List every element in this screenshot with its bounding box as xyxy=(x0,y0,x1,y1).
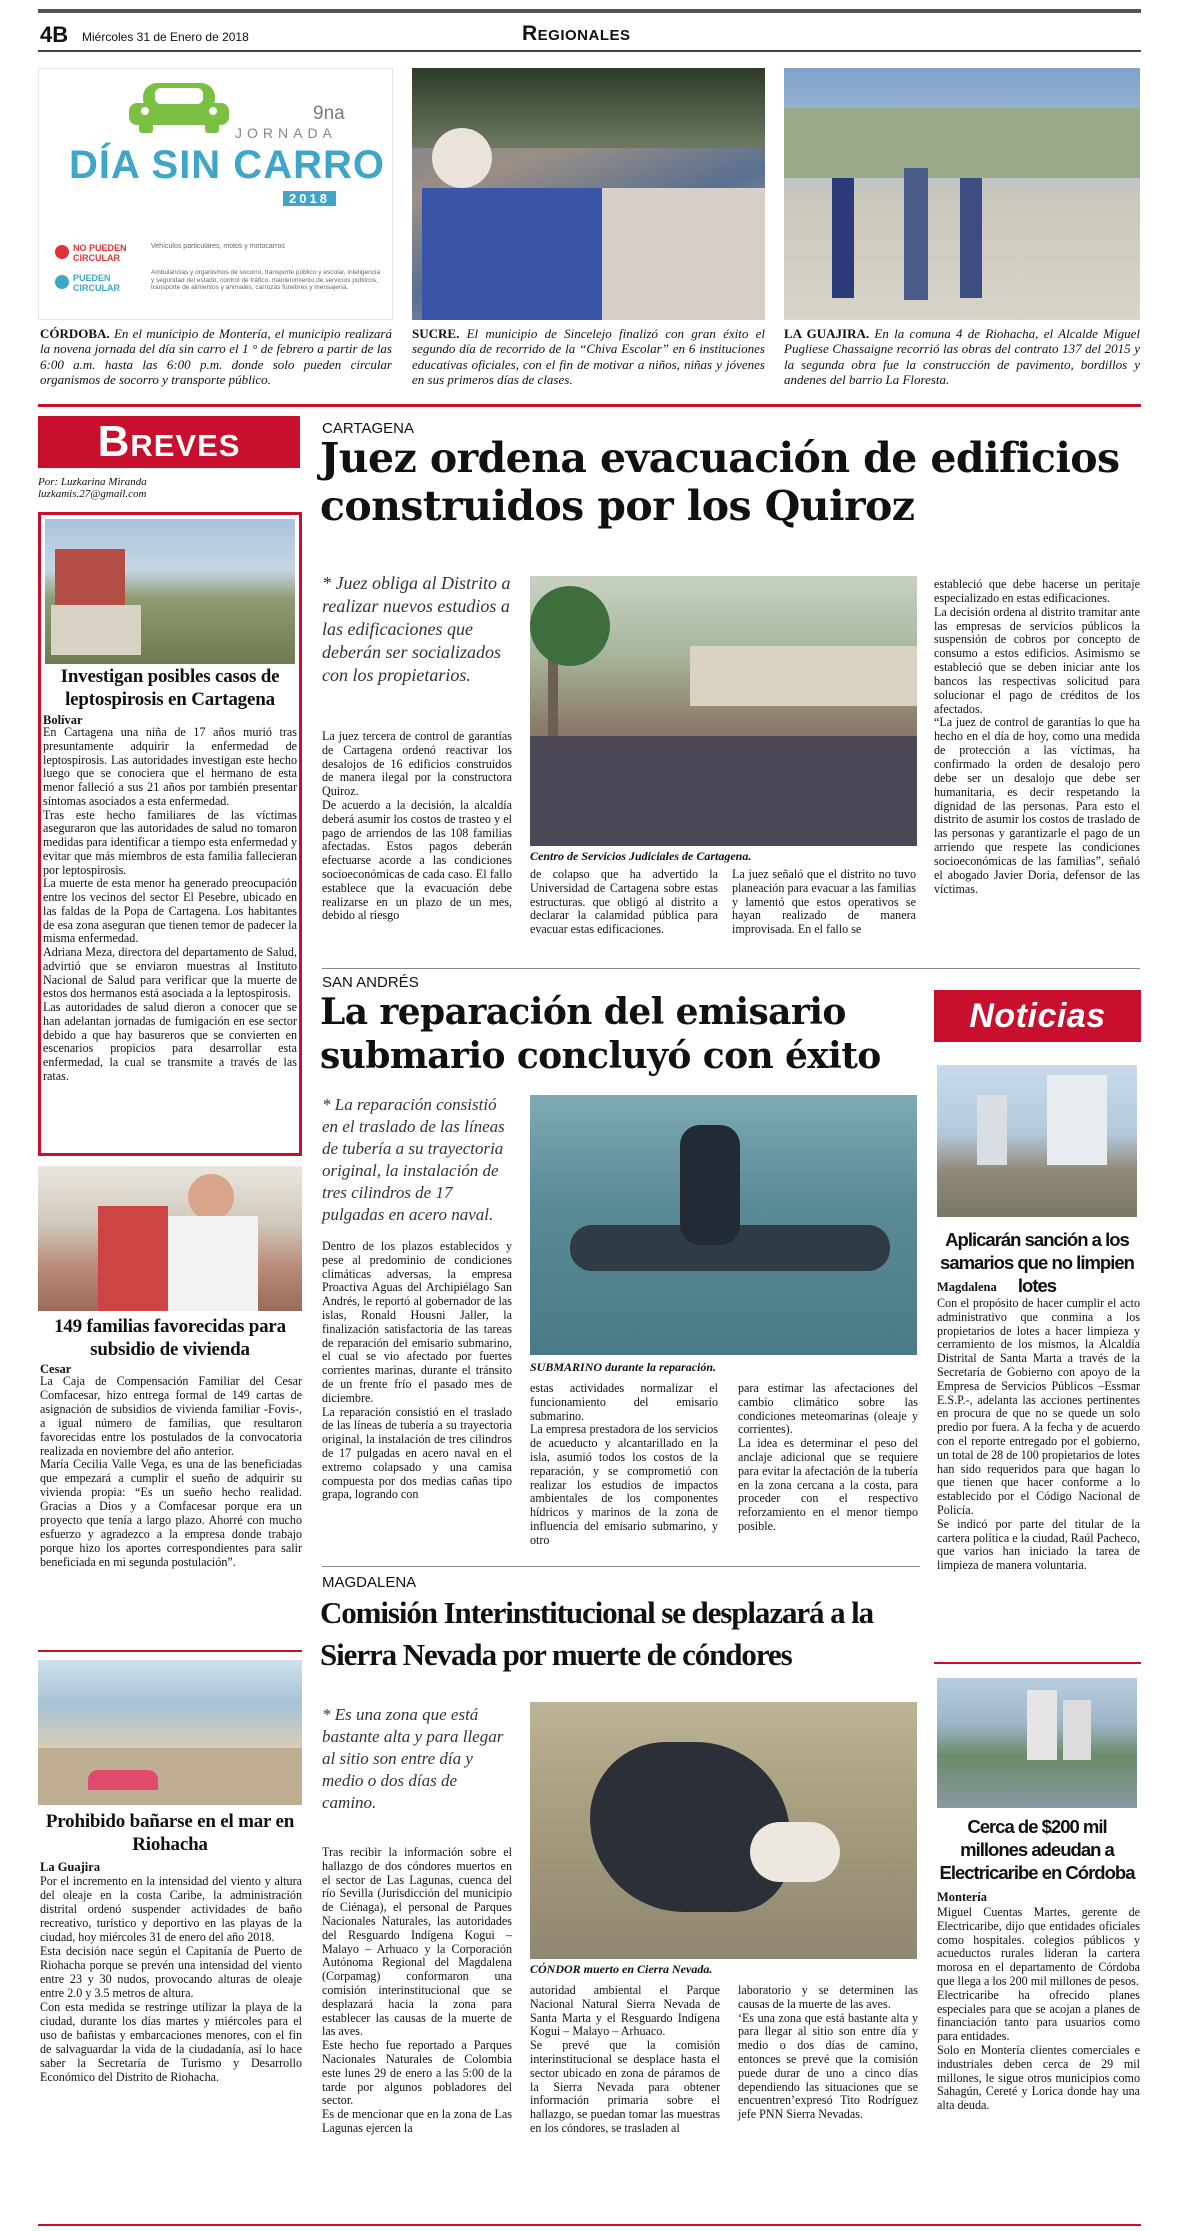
noticia-title-electricaribe: Cerca de $200 mil millones adeudan a Electricaribe en Córdoba xyxy=(939,1816,1135,1883)
leptospirosis-photo xyxy=(45,519,295,664)
caption-submarino: SUBMARINO durante la reparación. xyxy=(530,1360,717,1374)
lead-san-andres: * La reparación consistió en el traslado de las líneas de tubería a su trayectoria original, la instalación de tres cilindros de 17 pulgadas en acero naval. xyxy=(322,1095,505,1224)
playa-riohacha-photo xyxy=(38,1660,302,1805)
breve-place-guajira: La Guajira xyxy=(40,1860,101,1874)
headline-cartagena: Juez ordena evacuación de edificios construidos por los Quiroz xyxy=(320,434,1120,530)
caption-cordoba: CÓRDOBA. En el municipio de Montería, el municipio realizará la novena jornada del día sin carro el 1 ° de febrero a partir de las 6:00 a.m. hasta las 6:00 p.m. donde solo pueden circular organismos de socorro y transporte público. xyxy=(40,326,392,388)
headline-san-andres: La reparación del emisario submario concluyó con éxito xyxy=(320,991,881,1077)
breve-text-riohacha: Por el incremento en la intensidad del viento y altura del oleaje en la costa Caribe, la administración distrital ordenó suspender actividades de baño recreativo, turístico y deportivo en las playas de la ciudad, hoy miércoles 31 de enero del año 2018. Esta decisión nace según el Capitanía de Puerto de Riohacha porque se prevén una intensidad del viento entre 23 y 30 nudos, provocando alturas de oleaje entre 2.0 y 3.5 metros de altura. Con esta medida se restringe utilizar la playa de la ciudad, durante los días martes y miércoles para el uso de bañistas y embarcaciones menores, con el fin de salvaguardar la vida de la ciudadanía, así lo hace saber la Secretaría de Turismo y Desarrollo Económico del Distrito de Riohacha. xyxy=(40,1874,302,2084)
car-icon xyxy=(125,75,233,137)
lotes-santa-marta-photo xyxy=(937,1065,1137,1217)
section-title: Regionales xyxy=(522,22,631,45)
text-cartagena-col1: La juez tercera de control de garantías de Cartagena ordenó reactivar los desalojos de 16 edificios construidos de manera ilegal por la constructora Quiroz. De acuerdo a la decisión, la alcaldía deberá asumir los costos de trasteo y el pago de arriendos de las 108 familias afectadas. Estos pagos deberán efectuarse acorde a las condiciones socioeconómicas de cada caso. El fallo establece que la evacuación debe realizarse en un plazo de un mes, debido al riesgo xyxy=(322,729,512,923)
section-magdalena: MAGDALENA xyxy=(322,1574,417,1591)
noticia-title-lotes: Aplicarán sanción a los samarios que no limpien lotes xyxy=(940,1229,1134,1296)
breve-title-vivienda: 149 familias favorecidas para subsidio de vivienda xyxy=(54,1316,286,1360)
noticia-text-lotes: Con el propósito de hacer cumplir el acto administrativo que conmina a los propietarios de lotes a hacer limpieza y cerramiento de los mismos, la Alcaldía Distrital de Santa Marta a través de la Secretaría de Gobierno con apoyo de la Empresa de Servicios Públicos –Essmar E.S.P.-, adelanta las acciones pertinentes en procura de que no se quede un solo predio por fuera. A la fecha y de acuerdo con el reporte entregado por el gobierno, un total de 28 de 100 propietarios de lotes han sido requeridos para que hagan lo que tienen que hacer conforme a lo establecido por el Código Nacional de Policía. Se indicó por parte del titular de la cartera política e la ciudad, Raúl Pacheco, que varios han iniciado la tarea de limpieza de manera voluntaria. xyxy=(937,1296,1140,1573)
submarino-photo xyxy=(530,1095,917,1355)
breve-title-riohacha: Prohibido bañarse en el mar en Riohacha xyxy=(45,1811,295,1855)
section-cartagena: CARTAGENA xyxy=(322,420,414,437)
obras-riohacha-photo xyxy=(784,68,1140,320)
text-san-andres-col1: Dentro de los plazos establecidos y pese al predominio de condiciones climáticas adversas, la empresa Proactiva Aguas del Archipiélago San Andrés, le reportó al gobernador de las islas, Ronald Housni Jaller, la finalización satisfactoria de las tareas de reparación del emisario submarino, el cual se vio afectado por fuertes corrientes marinas, durante el tránsito de un frente frío el pasado mes de diciembre. La reparación consistió en el traslado de las líneas de tubería a su trayectoria original, la instalación de tres cilindros de 17 pulgadas en acero naval en el extremo colapsado y una camisa compuesta por dos medias cañas tipo grapa, logrando con xyxy=(322,1239,512,1502)
caption-sucre: SUCRE. El municipio de Sincelejo finalizó con gran éxito el segundo día de recorrido de la “Chiva Escolar” en 6 instituciones educativas oficiales, con el fin de motivar a niños, niñas y jóvenes en sus primeros días de clases. xyxy=(412,326,765,388)
caption-condor: CÓNDOR muerto en Cierra Nevada. xyxy=(530,1962,713,1976)
pueden-circular-icon xyxy=(55,275,69,289)
chiva-escolar-photo xyxy=(412,68,765,320)
noticia-place-magdalena: Magdalena xyxy=(937,1280,997,1294)
caption-la-guajira: LA GUAJIRA. En la comuna 4 de Riohacha, el Alcalde Miguel Pugliese Chassaigne recorrió las obras del contrato 137 del 2015 y la segunda obra fue la construcción de pavimento, bordillos y andenes del barrio La Floresta. xyxy=(784,326,1140,388)
text-magdalena-col2: autoridad ambiental el Parque Nacional Natural Sierra Nevada de Santa Marta y el Resguardo Indígena Kogui – Malayo – Arhuaco. Se prevé que la comisión interinstitucional se desplace hasta el sector ubicado en zona de páramos de la Sierra Nevada para obtener información primaria sobre el hallazgo, se puedan tomar las muestras en los cóndores, se trasladen al xyxy=(530,1983,720,2135)
headline-magdalena: Comisión Interinstitucional se desplazará a la Sierra Nevada por muerte de cóndores xyxy=(320,1595,874,1672)
noticia-text-electricaribe: Miguel Cuentas Martes, gerente de Electricaribe, dijo que entidades oficiales como hospitales. colegios públicos y acueductos rurales lideran la cartera morosa en el departamento de Córdoba que llega a los 200 mil millones de pesos. Electricaribe ha ofrecido planes especiales para que se acojan a planes de financiación tanto para usuarios como para entidades. Solo en Montería clientes comerciales e industriales deben cerca de 29 mil millones, le sigue otros municipios como Sahagún, Cereté y Lorica donde hay una alta deuda. xyxy=(937,1905,1140,2113)
text-magdalena-col1: Tras recibir la información sobre el hallazgo de dos cóndores muertos en el sector de Las Lagunas, cuenca del río Sevilla (Jurisdicción del municipio de Ciénaga), el personal de Parques Nacionales Naturales, las autoridades del Resguardo Indígena Kogui – Malayo – Arhuaco y la Corporación Autónoma Regional del Magdalena (Corpamag) conformaron una comisión interinstitucional que se desplazará hacia la zona para establecer las causas de la muerte de las aves. Este hecho fue reportado a Parques Nacionales Naturales de Colombia este lunes 29 de enero a las 5:00 de la tarde por algunos pobladores del sector. Es de mencionar que en la zona de Las Lagunas ejercen la xyxy=(322,1845,512,2135)
subsidio-vivienda-photo xyxy=(38,1166,302,1311)
text-cartagena-col4: estableció que debe hacerse un peritaje especializado en estas edificaciones. La decisión ordena al distrito tramitar ante las empresas de servicios públicos la suspensión de cobros por concepto de consumo a estos edificios. Asimismo se estableció que se deben iniciar ante los bancos las respectivas solicitud para solucionar el pago de créditos de los afectados. “La juez de control de garantías lo que ha hecho en el día de hoy, como una medida de protección a las víctimas, ha confirmado la orden de desalojo pero debe ser un desalojo que debe ser humanitaria, es decir respetando la dignidad de las personas. Para esto el distrito de asumir los costos de traslado de las personas y garantizarle el pago de un arriendo que respete las condiciones socioeconómicas de las familias”, señaló el abogado Javier Doria, defensor de las víctimas. xyxy=(934,577,1140,896)
text-cartagena-col3: La juez señaló que el distrito no tuvo planeación para evacuar a las familias y lamentó que estos operativos se hayan realizado de manera improvisada. En el fallo se xyxy=(732,867,916,937)
text-san-andres-col2: estas actividades normalizar el funcionamiento del emisario submarino. La empresa prestadora de los servicios de acueducto y alcantarillado en la isla, asumió todos los costos de la reparación, y se comprometió con realizar los estudios de impactos ambientales de los componentes hídricos y marinos de la zona de influencia del emisario submarino, y otro xyxy=(530,1381,718,1547)
no-circular-icon xyxy=(55,245,69,259)
dia-sin-carro-ad: 9na JORNADA DÍA SIN CARRO 2018 NO PUEDEN CIRCULAR Vehículos particulares, motos y motocarros PUEDEN CIRCULAR Ambulancias y organismos de socorro, transporte público y escolar, inteligencia y seguridad del estado, control de tráfico, mantenimiento de servicios públicos, transporte de alimentos y animales, carrozas fúnebres y mensajería. xyxy=(38,68,393,320)
breve-leptospirosis: Investigan posibles casos de leptospirosis en Cartagena Bolívar En Cartagena una niña de 17 años murió tras presuntamente adquirir la enfermedad de leptospirosis. Las autoridades investigan este hecho luego que se conociera que el hermano de esta menor falleció a sus 21 años por también presentar síntomas asociados a esta enfermedad. Tras este hecho familiares de las víctimas aseguraron que las autoridades de salud no tomaron medidas para identificar a tiempo esta enfermedad y evitar que más miembros de esta familia fallecieran por leptospirosis. La muerte de esta menor ha generado preocupación entre los vecinos del sector El Pesebre, ubicado en las faldas de la Popa de Cartagena. Los habitantes de esa zona aseguran que tienen temor de padecer la misma enfermedad. Adriana Meza, directora del departamento de Salud, advirtió que se enviaron muestras al Instituto Nacional de Salud para verificar que la muerte de estos dos hermanos está asociada a la leptospirosis. Las autoridades de salud dieron a conocer que se han adelantan jornadas de fumigación en ese sector debido a que hay basureros que se convierten en escenarios propicios para desarrollar esta enfermedad, la cual se transmite a través de las ratas. xyxy=(38,512,302,1156)
breve-place-cesar: Cesar xyxy=(40,1362,72,1376)
noticias-banner: Noticias xyxy=(934,990,1141,1042)
text-cartagena-col2: de colapso que ha advertido la Universidad de Cartagena sobre estas estructuras. que obligó al distrito a declarar la calamidad pública para evacuar estas edificaciones. xyxy=(530,867,718,937)
noticia-place-monteria: Montería xyxy=(937,1890,987,1904)
page-number: 4B xyxy=(40,22,69,47)
text-magdalena-col3: laboratorio y se determinen las causas de la muerte de las aves. ‘Es una zona que está bastante alta y para llegar al sitio son entre día y medio o dos días de camino, entonces se prevé que la comisión puede durar de uno a cinco días dependiendo las situaciones que se encuentren’expresó Tito Rodríguez jefe PNN Sierra Nevadas. xyxy=(738,1983,918,2122)
condor-photo xyxy=(530,1702,917,1959)
breve-text-vivienda: La Caja de Compensación Familiar del Cesar Comfacesar, hizo entrega formal de 149 cartas de asignación de subsidios de vivienda familiar -Fovis-, a igual número de familias, que resultaron favorecidas entre los postulados de la convocatoria realizada en noviembre del año anterior. María Cecilia Valle Vega, es una de las beneficiadas que empezará a cumplir el sueño de adquirir su vivienda propia: “Es un sueño hecho realidad. Gracias a Dios y a Comfacesar porque era un proyecto que tenía a largo plazo. Ahorré con mucho esfuerzo y agradezco a la empresa donde trabajo porque hizo los aportes correspondientes para salir beneficiada en mi segunda postulación”. xyxy=(40,1374,302,1569)
byline: Por: Luzkarina Miranda luzkamis.27@gmail.com xyxy=(38,476,147,500)
section-san-andres: SAN ANDRÉS xyxy=(322,974,419,991)
lead-magdalena: * Es una zona que está bastante alta y para llegar al sitio son entre día y medio o dos días de camino. xyxy=(322,1705,504,1812)
juzgado-photo xyxy=(530,576,917,846)
breves-banner: Breves xyxy=(38,416,300,468)
caption-juzgado: Centro de Servicios Judiciales de Cartagena. xyxy=(530,849,752,863)
issue-date: Miércoles 31 de Enero de 2018 xyxy=(82,30,249,44)
monteria-photo xyxy=(937,1678,1137,1808)
lead-cartagena: * Juez obliga al Distrito a realizar nuevos estudios a las edificaciones que deberán ser socializados con los propietarios. xyxy=(322,573,511,685)
text-san-andres-col3: para estimar las afectaciones del cambio climático sobre las condiciones meteomarinas (oleaje y corrientes). La idea es determinar el peso del anclaje adicional que se requiere para evitar la afectación de la tubería en la zona cercana a la costa, para proceder con el respectivo reforzamiento en el menor tiempo posible. xyxy=(738,1381,918,1533)
